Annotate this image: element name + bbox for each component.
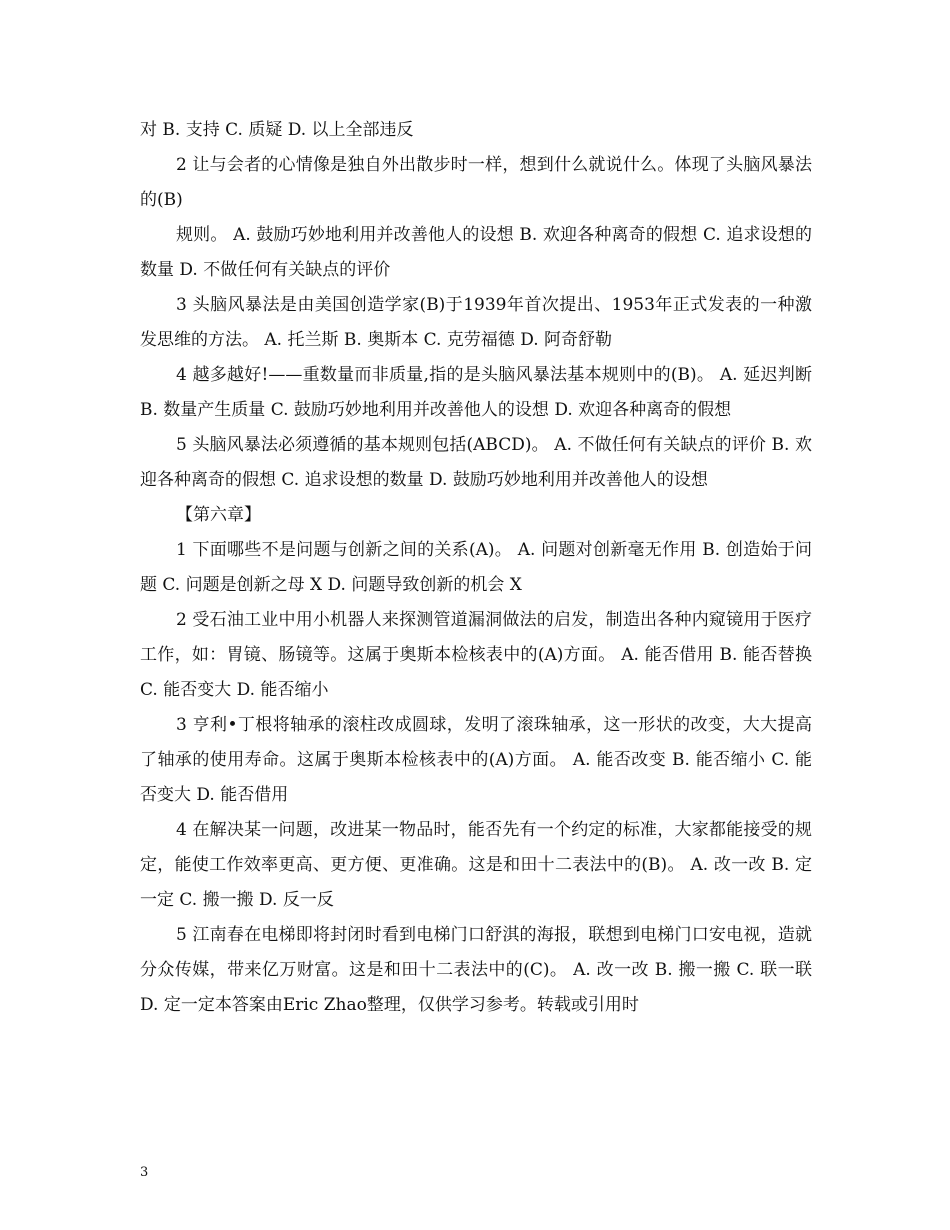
paragraph-8: 1 下面哪些不是问题与创新之间的关系(A)。 A. 问题对创新毫无作用 B. 创造始于问题 C. 问题是创新之母 X D. 问题导致创新的机会 X: [140, 540, 812, 595]
document-body: [140, 113, 812, 1023]
chapter-heading: 【第六章】: [176, 505, 261, 525]
paragraph-6: 5 头脑风暴法必须遵循的基本规则包括(ABCD)。 A. 不做任何有关缺点的评价 B. 欢迎各种离奇的假想 C. 追求设想的数量 D. 鼓励巧妙地利用并改善他人的设想: [140, 435, 812, 490]
paragraph-11: 4 在解决某一问题，改进某一物品时，能否先有一个约定的标准，大家都能接受的规定，能使工作效率更高、更方便、更准确。这是和田十二表法中的(B)。 A. 改一改 B. 定一定 C. 搬一搬 D. 反一反: [140, 820, 812, 910]
paragraph-5: 4 越多越好!——重数量而非质量,指的是头脑风暴法基本规则中的(B)。 A. 延迟判断 B. 数量产生质量 C. 鼓励巧妙地利用并改善他人的设想 D. 欢迎各种离奇的假想: [140, 365, 812, 420]
paragraph-1: 对 B. 支持 C. 质疑 D. 以上全部违反: [140, 120, 414, 140]
paragraph-3: 规则。 A. 鼓励巧妙地利用并改善他人的设想 B. 欢迎各种离奇的假想 C. 追求设想的数量 D. 不做任何有关缺点的评价: [140, 225, 812, 280]
paragraph-12: 5 江南春在电梯即将封闭时看到电梯门口舒淇的海报，联想到电梯门口安电视，造就分众传媒，带来亿万财富。这是和田十二表法中的(C)。 A. 改一改 B. 搬一搬 C. 联一联 D. 定一定本答案由Eric Zhao整理，仅供学习参考。转载或引用时: [140, 925, 812, 1015]
page-number: 3: [140, 1165, 149, 1180]
paragraph-10: 3 亨利•丁根将轴承的滚柱改成圆球，发明了滚珠轴承，这一形状的改变，大大提高了轴承的使用寿命。这属于奥斯本检核表中的(A)方面。 A. 能否改变 B. 能否缩小 C. 能否变大 D. 能否借用: [140, 715, 812, 805]
paragraph-4: 3 头脑风暴法是由美国创造学家(B)于1939年首次提出、1953年正式发表的一种激发思维的方法。 A. 托兰斯 B. 奥斯本 C. 克劳福德 D. 阿奇舒勒: [140, 295, 812, 350]
paragraph-9: 2 受石油工业中用小机器人来探测管道漏洞做法的启发，制造出各种内窥镜用于医疗工作，如：胃镜、肠镜等。这属于奥斯本检核表中的(A)方面。 A. 能否借用 B. 能否替换 C. 能否变大 D. 能否缩小: [140, 610, 812, 700]
paragraph-2: 2 让与会者的心情像是独自外出散步时一样，想到什么就说什么。体现了头脑风暴法的(B): [140, 155, 812, 210]
